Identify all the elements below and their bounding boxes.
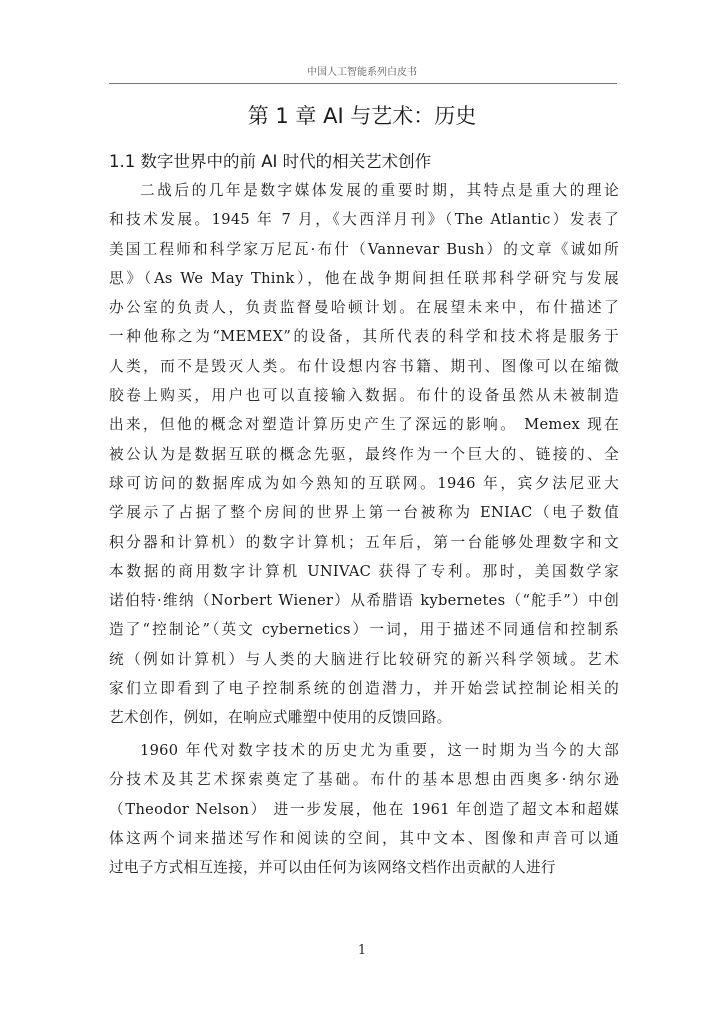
text-line: 造了“控制论”（英文 cybernetics）一词，用于描述不同通信和控制系 <box>109 621 619 639</box>
text-line: 积分器和计算机）的数字计算机；五年后，第一台能够处理数字和文 <box>109 533 619 551</box>
text-line: 和技术发展。1945 年 7 月，《大西洋月刊》（The Atlantic）发表了 <box>109 211 619 229</box>
text-line: 球可访问的数据库成为如今熟知的互联网。1946 年，宾夕法尼亚大 <box>109 474 619 492</box>
text-line: 本数据的商用数字计算机 UNIVAC 获得了专利。那时，美国数学家 <box>109 562 619 580</box>
text-line: 美国工程师和科学家万尼瓦·布什（Vannevar Bush）的文章《诚如所 <box>109 240 619 258</box>
page-number: 1 <box>357 943 367 958</box>
text-line: 体这两个词来描述写作和阅读的空间，其中文本、图像和声音可以通 <box>109 829 619 847</box>
text-line: 思》（As We May Think），他在战争期间担任联邦科学研究与发展 <box>109 269 619 287</box>
running-header: 中国人工智能系列白皮书 <box>307 67 417 78</box>
text-line: （Theodor Nelson） 进一步发展，他在 1961 年创造了超文本和超媒 <box>109 800 619 818</box>
chapter-title: 第 1 章 AI 与艺术：历史 <box>247 104 477 128</box>
section-title: 1.1 数字世界中的前 AI 时代的相关艺术创作 <box>109 152 432 171</box>
header-divider <box>109 83 617 84</box>
text-line: 家们立即看到了电子控制系统的创造潜力，并开始尝试控制论相关的 <box>109 680 619 698</box>
text-line: 胶卷上购买，用户也可以直接输入数据。布什的设备虽然从未被制造 <box>109 387 619 405</box>
text-line: 学展示了占据了整个房间的世界上第一台被称为 ENIAC（电子数值 <box>109 504 619 522</box>
text-line: 出来，但他的概念对塑造计算历史产生了深远的影响。 Memex 现在 <box>109 416 619 434</box>
text-line: 一种他称之为“MEMEX”的设备，其所代表的科学和技术将是服务于 <box>109 328 619 346</box>
text-line: 分技术及其艺术探索奠定了基础。布什的基本思想由西奥多·纳尔逊 <box>109 771 619 789</box>
text-line: 人类，而不是毁灭人类。布什设想内容书籍、期刊、图像可以在缩微 <box>109 357 619 375</box>
text-line: 1960 年代对数字技术的历史尤为重要，这一时期为当今的大部 <box>140 742 619 759</box>
text-line: 艺术创作，例如，在响应式雕塑中使用的反馈回路。 <box>109 709 452 727</box>
paragraph-1 <box>109 176 619 733</box>
text-line: 统（例如计算机）与人类的大脑进行比较研究的新兴科学领域。艺术 <box>109 650 619 668</box>
text-line: 办公室的负责人，负责监督曼哈顿计划。在展望未来中，布什描述了 <box>109 299 619 317</box>
text-line: 二战后的几年是数字媒体发展的重要时期，其特点是重大的理论 <box>140 182 619 199</box>
paragraph-2 <box>109 736 619 882</box>
text-line: 诺伯特·维纳（Norbert Wiener）从希腊语 kybernetes（“舵手”）中创 <box>109 592 619 610</box>
text-line: 被公认为是数据互联的概念先驱，最终作为一个巨大的、链接的、全 <box>109 445 619 463</box>
text-line: 过电子方式相互连接，并可以由任何为该网络文档作出贡献的人进行 <box>109 859 556 877</box>
